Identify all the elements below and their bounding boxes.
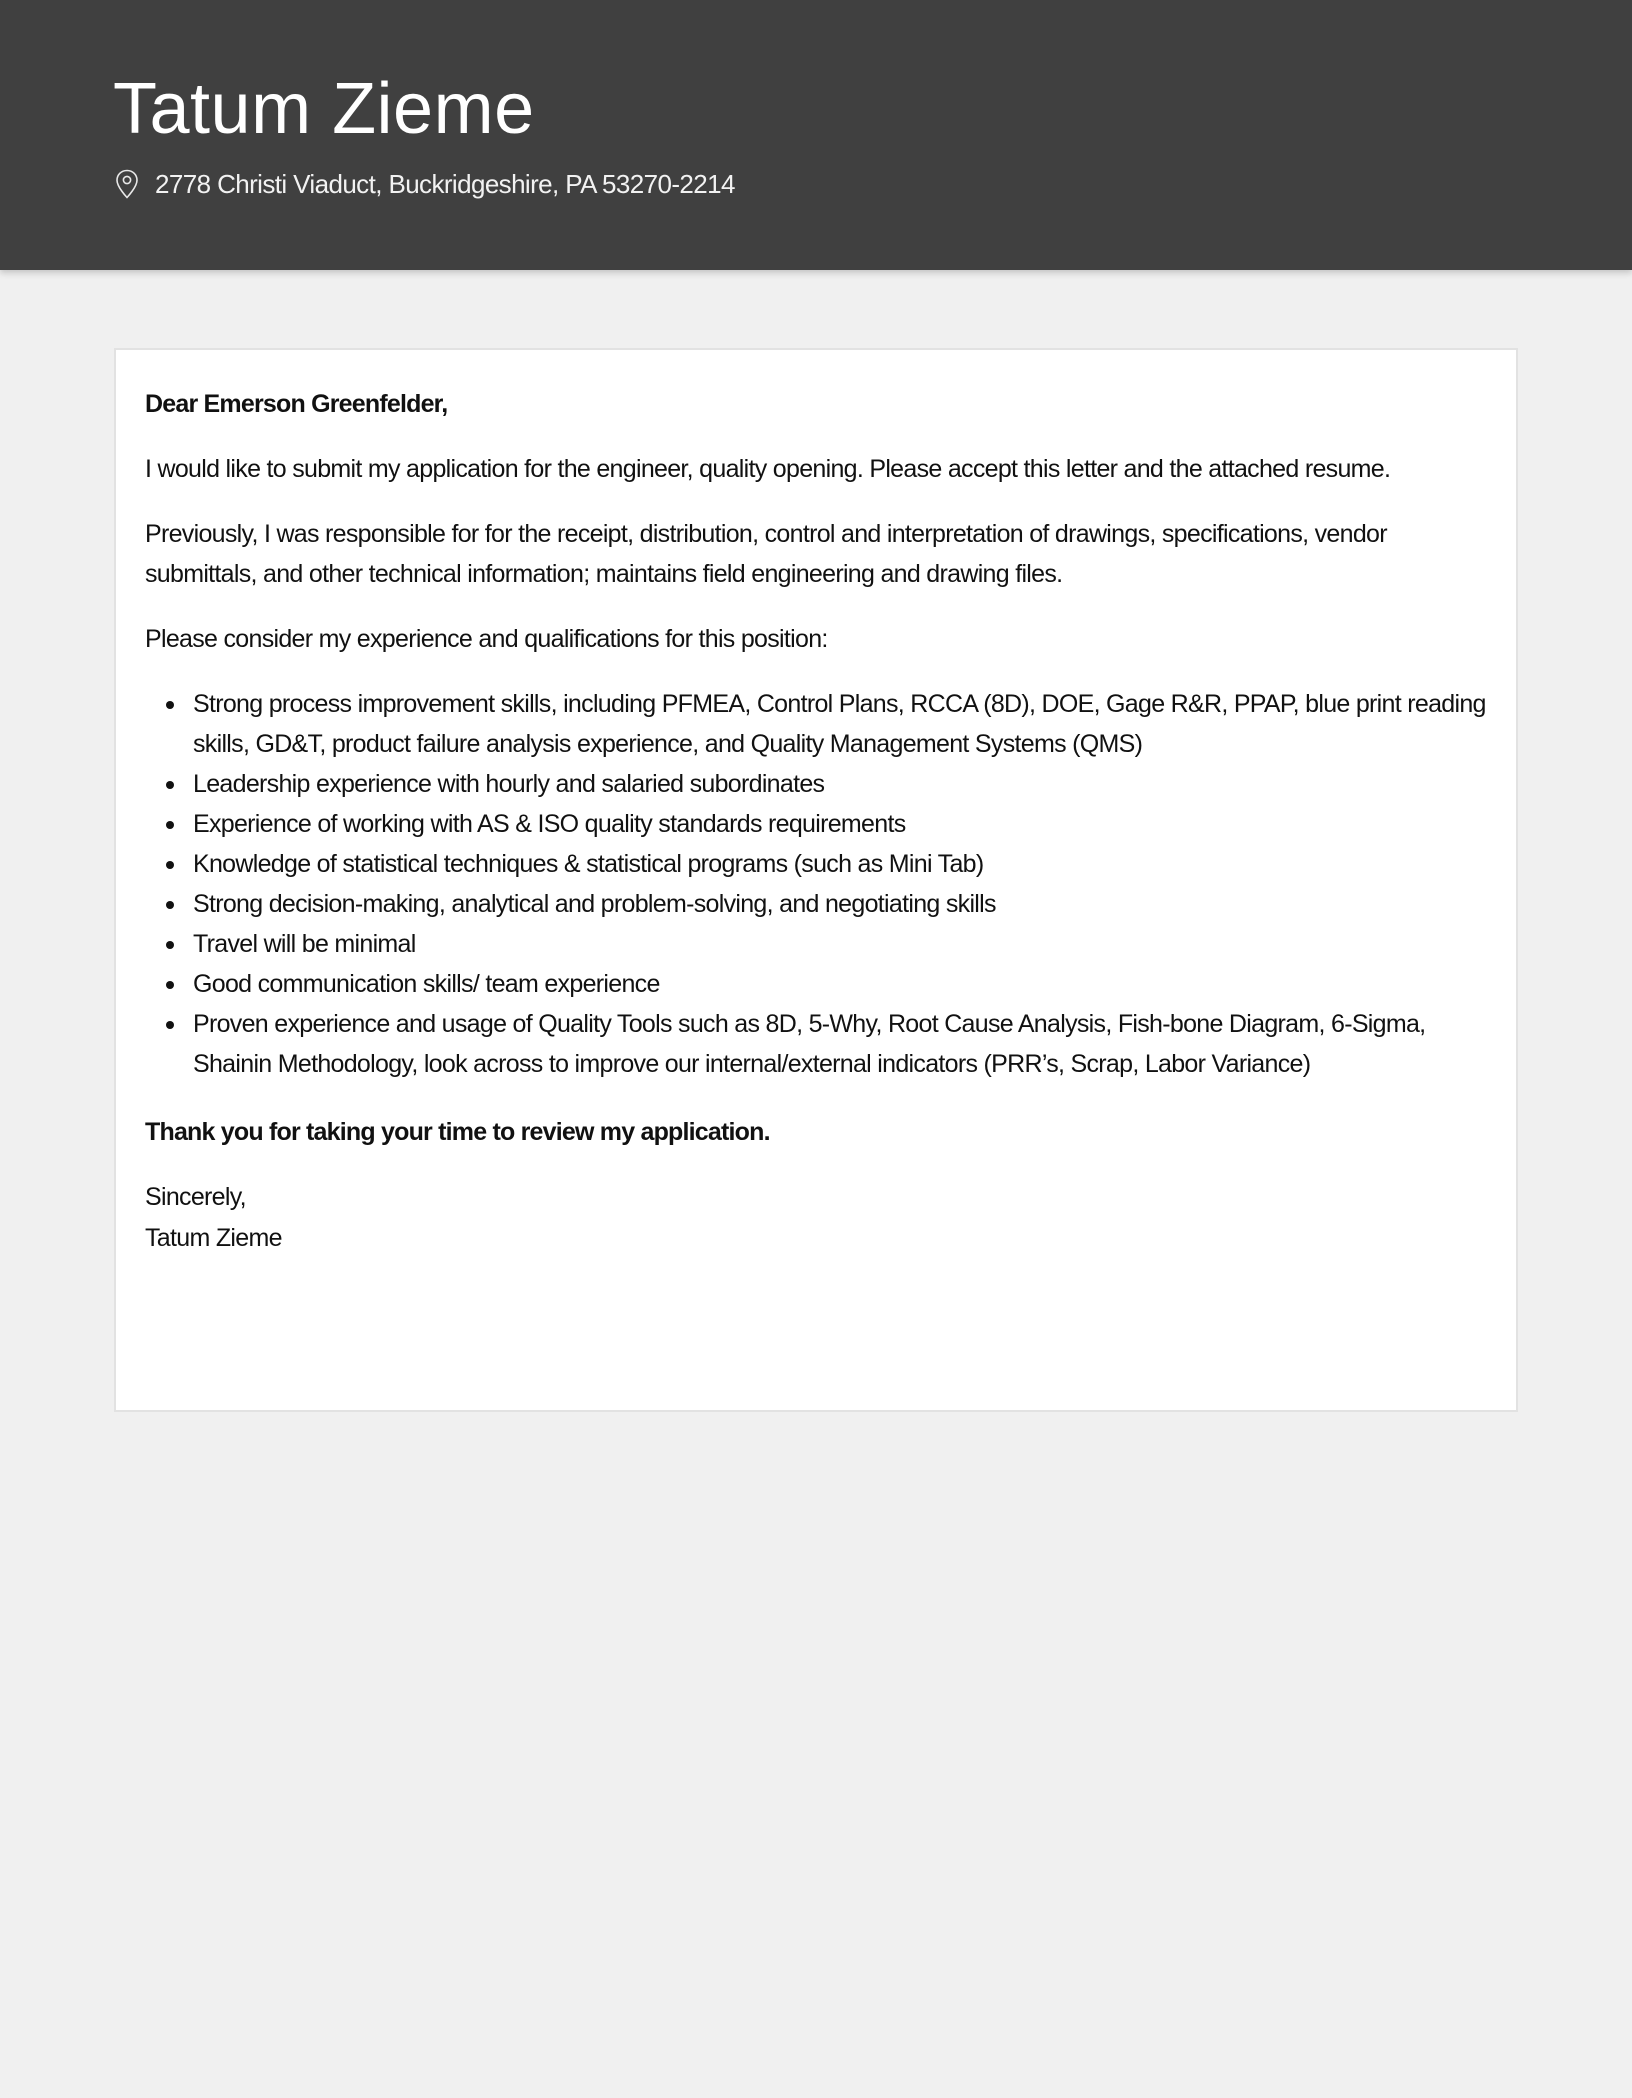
cover-letter-card: [114, 348, 1518, 1412]
list-item: Proven experience and usage of Quality Tools such as 8D, 5-Why, Root Cause Analysis, Fish-bone Diagram, 6-Sigma, Shainin Methodology, look across to improve our internal/external indicators (PRR’s, Scrap, Labor Variance): [193, 1004, 1487, 1084]
address-text: 2778 Christi Viaduct, Buckridgeshire, PA 53270-2214: [155, 169, 735, 199]
letter-greeting: Dear Emerson Greenfelder,: [145, 390, 448, 418]
list-item: Good communication skills/ team experience: [193, 964, 1487, 1004]
address-row: [115, 166, 735, 202]
header-banner: [0, 0, 1632, 270]
letter-closing: Sincerely,: [145, 1183, 246, 1211]
letter-thanks: Thank you for taking your time to review my application.: [145, 1118, 770, 1146]
letter-signature: Tatum Zieme: [145, 1224, 282, 1252]
applicant-name: Tatum Zieme: [113, 69, 535, 149]
letter-paragraph-experience: Previously, I was responsible for for the receipt, distribution, control and interpretation of drawings, specifications, vendor submittals, and other technical information; maintains field engineering and drawing files.: [145, 520, 1387, 588]
list-item: Travel will be minimal: [193, 924, 1487, 964]
letter-paragraph-qualifications-lead: Please consider my experience and qualifications for this position:: [145, 625, 828, 653]
qualifications-list: [145, 684, 1487, 1084]
list-item: Leadership experience with hourly and salaried subordinates: [193, 764, 1487, 804]
letter-paragraph-intro: I would like to submit my application for the engineer, quality opening. Please accept this letter and the attached resume.: [145, 455, 1391, 483]
list-item: Strong process improvement skills, including PFMEA, Control Plans, RCCA (8D), DOE, Gage R&R, PPAP, blue print reading skills, GD&T, product failure analysis experience, and Quality Management Systems (QMS): [193, 684, 1487, 764]
list-item: Knowledge of statistical techniques & statistical programs (such as Mini Tab): [193, 844, 1487, 884]
map-pin-icon: [115, 169, 139, 199]
list-item: Strong decision-making, analytical and problem-solving, and negotiating skills: [193, 884, 1487, 924]
list-item: Experience of working with AS & ISO quality standards requirements: [193, 804, 1487, 844]
